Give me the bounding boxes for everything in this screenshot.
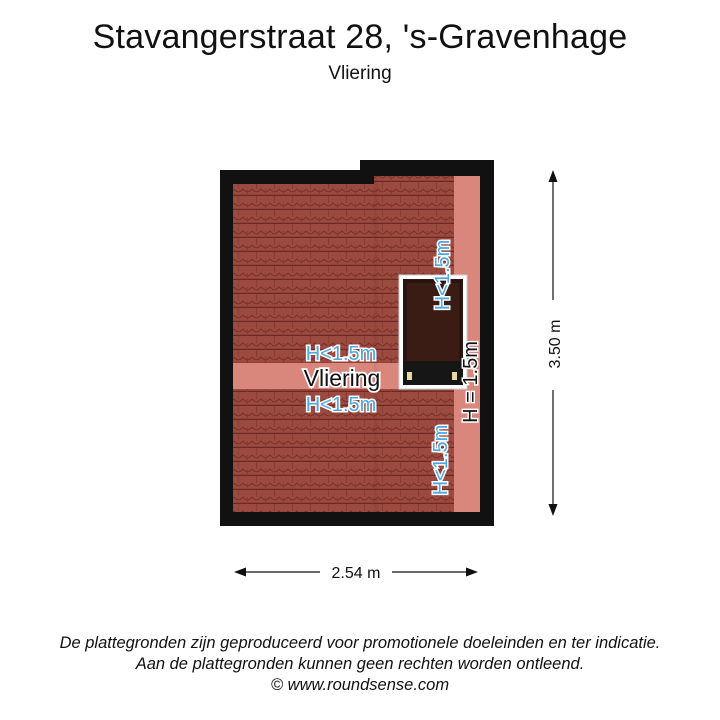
room-label: Vliering — [303, 365, 381, 391]
disclaimer — [0, 633, 720, 696]
height-note-center-top: H<1.5m — [305, 343, 377, 365]
page-title: Stavangerstraat 28, 's-Gravenhage — [92, 18, 628, 56]
width-dimension — [234, 565, 478, 582]
height-dimension-label: 3.50 m — [547, 319, 564, 369]
height-note-right-top: H<1.5m — [432, 239, 454, 311]
disclaimer-line-1: De plattegronden zijn geproduceerd voor promotionele doeleinden en ter indicatie. — [59, 634, 661, 652]
width-dimension-label: 2.54 m — [331, 565, 381, 582]
copyright-link[interactable]: © www.roundsense.com — [270, 676, 450, 694]
height-dimension — [547, 170, 564, 516]
height-note-right-bottom: H<1.5m — [430, 424, 452, 496]
height-note-hatch: H = 1.5m — [460, 341, 482, 423]
disclaimer-line-2: Aan de plattegronden kunnen geen rechten worden ontleend. — [135, 655, 585, 673]
height-note-center-bottom: H<1.5m — [305, 394, 377, 416]
floor-name: Vliering — [328, 63, 392, 84]
